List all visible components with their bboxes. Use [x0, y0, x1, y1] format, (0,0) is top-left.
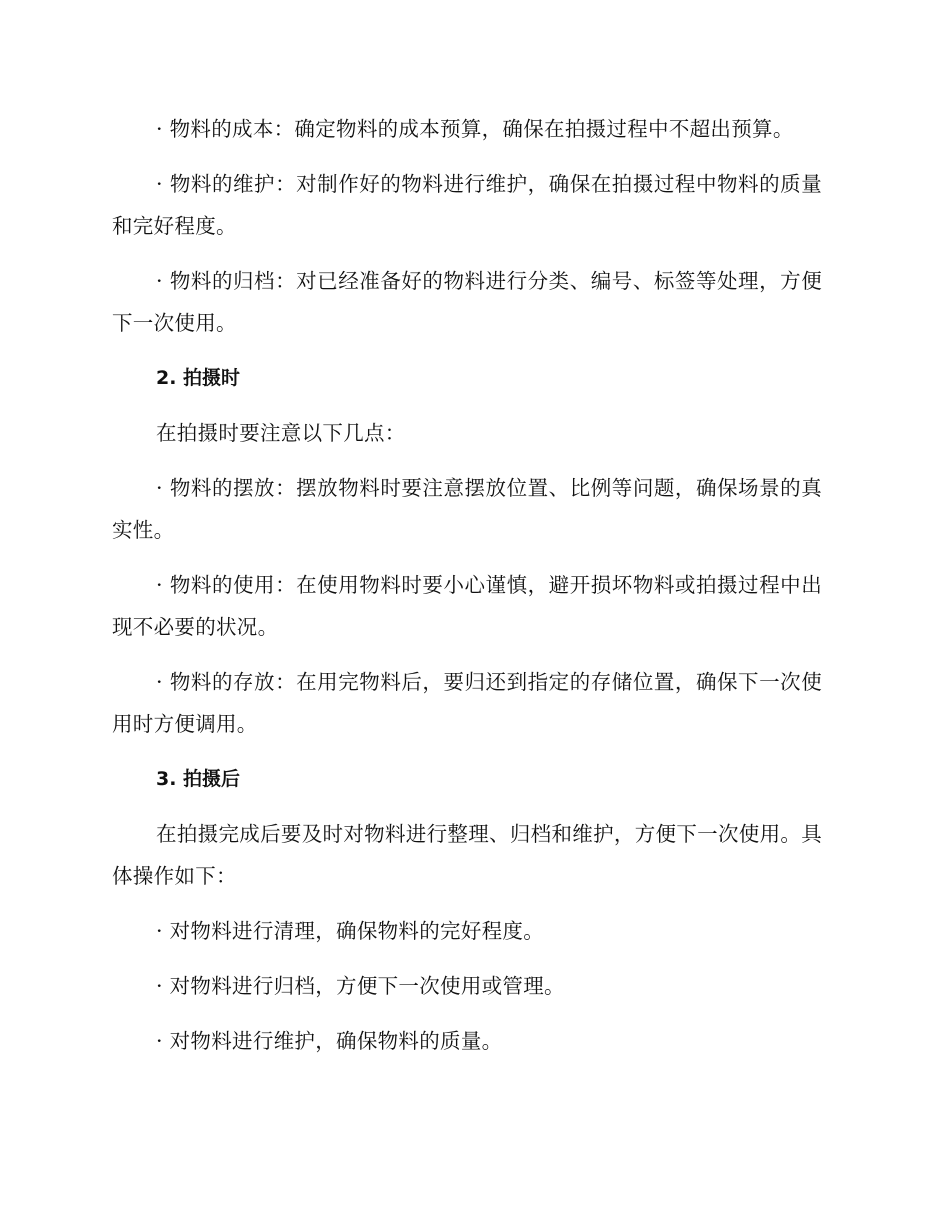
- bullet-item: · 对物料进行清理，确保物料的完好程度。: [156, 919, 545, 943]
- bullet-item: · 对物料进行归档，方便下一次使用或管理。: [156, 974, 565, 998]
- bullet-item: · 物料的成本：确定物料的成本预算，确保在拍摄过程中不超出预算。: [156, 117, 794, 141]
- document-page: [112, 108, 822, 1075]
- bullet-item: · 物料的存放：在用完物料后，要归还到指定的存储位置，确保下一次使用时方便调用。: [112, 670, 822, 736]
- section-intro: 在拍摄时要注意以下几点：: [156, 421, 406, 445]
- bullet-item: · 物料的使用：在使用物料时要小心谨慎，避开损坏物料或拍摄过程中出现不必要的状况。: [112, 573, 822, 639]
- bullet-item: · 物料的归档：对已经准备好的物料进行分类、编号、标签等处理，方便下一次使用。: [112, 269, 822, 335]
- section-heading: 2. 拍摄时: [156, 367, 241, 389]
- bullet-item: · 物料的维护：对制作好的物料进行维护，确保在拍摄过程中物料的质量和完好程度。: [112, 172, 822, 238]
- section-intro: 在拍摄完成后要及时对物料进行整理、归档和维护，方便下一次使用。具体操作如下：: [112, 822, 822, 888]
- bullet-item: · 物料的摆放：摆放物料时要注意摆放位置、比例等问题，确保场景的真实性。: [112, 476, 822, 542]
- section-heading: 3. 拍摄后: [156, 768, 241, 790]
- bullet-item: · 对物料进行维护，确保物料的质量。: [156, 1029, 503, 1053]
